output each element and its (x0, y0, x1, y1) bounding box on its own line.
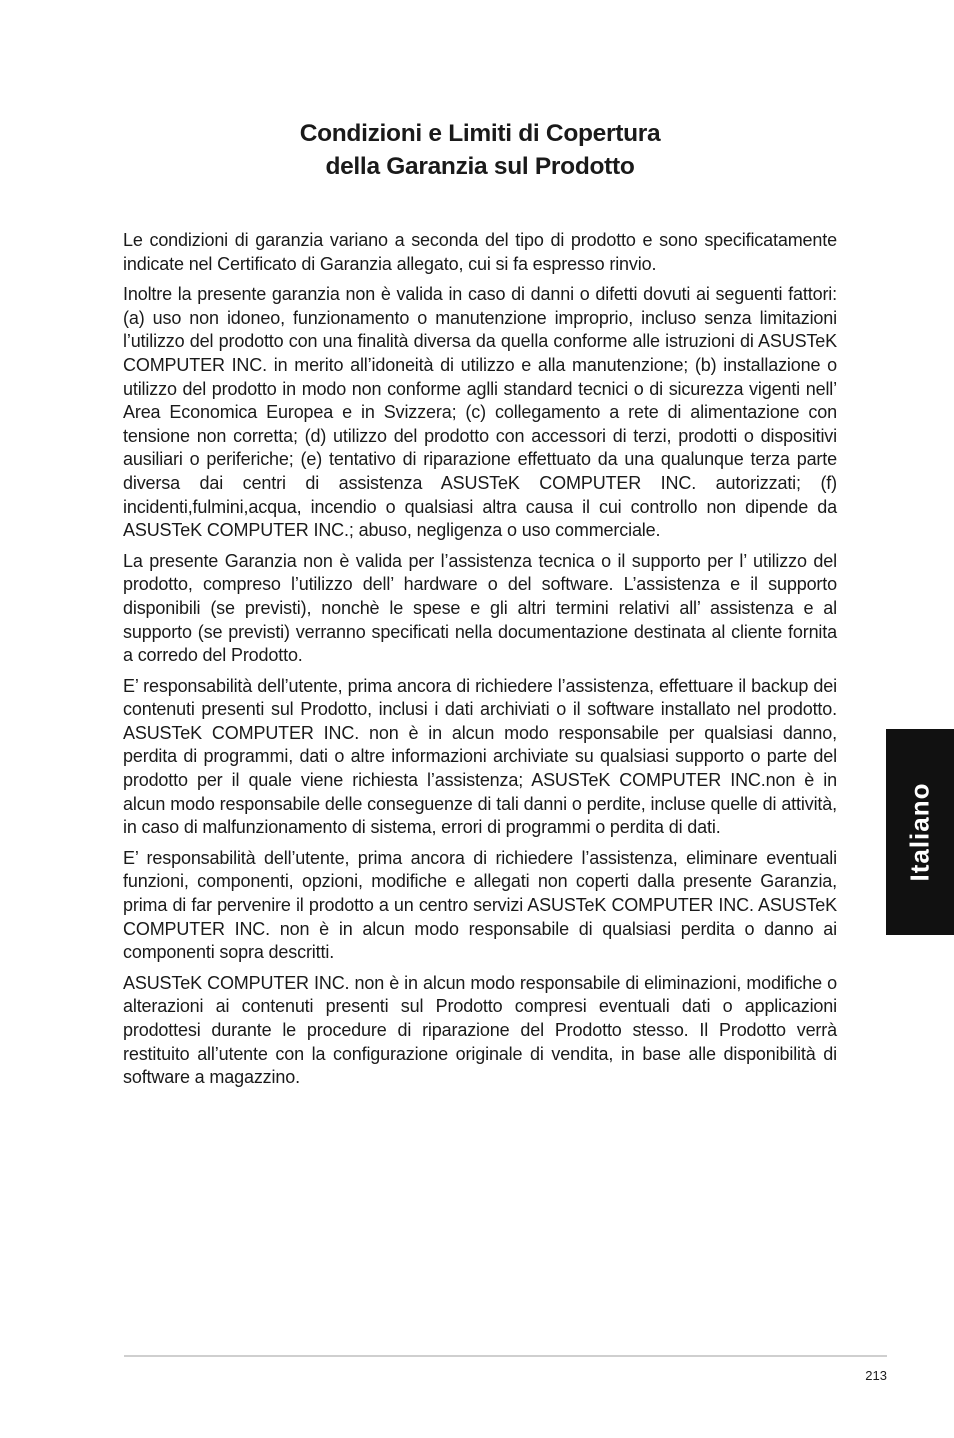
body-text (123, 229, 837, 1097)
page-number: 213 (865, 1368, 887, 1383)
language-side-tab (886, 729, 954, 935)
page-title-line-2: della Garanzia sul Prodotto (325, 153, 635, 180)
paragraph-technical-support: La presente Garanzia non è valida per l’assistenza tecnica o il supporto per l’ utilizzo del prodotto, compreso l’utilizzo dell’ hardware o del software. L’assistenza e il supporto disponibili (se previsti), nonchè le spese e gli altri termini relativi all’ assistenza e al supporto (se previsti) verranno specificati nella documentazione destinata al cliente fornita a corredo del Prodotto. (123, 550, 837, 666)
page-title-line-1: Condizioni e Limiti di Copertura (299, 120, 661, 147)
paragraph-warranty-conditions: Le condizioni di garanzia variano a seconda del tipo di prodotto e sono specificatamente indicate nel Certificato di Garanzia allegato, cui si fa espresso rinvio. (123, 230, 837, 274)
paragraph-data-backup: E’ responsabilità dell’utente, prima ancora di richiedere l’assistenza, effettuare il backup dei contenuti presenti sul Prodotto, inclusi i dati archiviati o il software installato nel prodotto. ASUSTeK COMPUTER INC. non è in alcun modo responsabile per qualsiasi danno, perdita di programmi, dati o altre informazioni archiviate su qualsiasi supporto o parte del prodotto per il quale viene richiesta l’assistenza; ASUSTeK COMPUTER INC.non è in alcun modo responsabile delle conseguenze di tali danni o perdite, incluse quelle di attività, in caso di malfunzionamento di sistema, errori di programmi o perdita di dati. (123, 675, 837, 838)
paragraph-exclusions: Inoltre la presente garanzia non è valida in caso di danni o difetti dovuti ai seguenti fattori: (a) uso non idoneo, funzionamento o manutenzione improprio, incluso senza limitazioni l’utilizzo del prodotto con una finalità diversa da quella conforme alle istruzioni di ASUSTeK COMPUTER INC. in merito all’idoneità di utilizzo e alla manutenzione; (b) installazione o utilizzo del prodotto in modo non conforme aglli standard tecnici o di sicurezza vigenti nell’ Area Economica Europea e in Svizzera; (c) collegamento a rete di alimentazione con tensione non corretta; (d) utilizzo del prodotto con accessori di terzi, prodotti o dispositivi ausiliari o periferiche; (e) tentativo di riparazione effettuato da una qualunque terza parte diversa dai centri di assistenza ASUSTeK COMPUTER INC. autorizzati; (f) incidenti,fulmini,acqua, incendio o qualsiasi altra causa il cui controllo non dipende da ASUSTeK COMPUTER INC.; abuso, negligenza o uso commerciale. (123, 284, 837, 541)
paragraph-content-changes: ASUSTeK COMPUTER INC. non è in alcun modo responsabile di eliminazioni, modifiche o alterazioni ai contenuti presenti sul Prodotto compresi eventuali dati o applicazioni prodottesi durante le procedure di riparazione del Prodotto stesso. Il Prodotto verrà restituito all’utente con la configurazione originale di vendita, in base alle disponibilità di software a magazzino. (123, 972, 837, 1088)
page-title (123, 117, 837, 183)
language-side-tab-label: Italiano (904, 782, 935, 882)
paragraph-remove-accessories: E’ responsabilità dell’utente, prima ancora di richiedere l’assistenza, eliminare eventuali funzioni, componenti, opzioni, modifiche e allegati non coperti dalla presente Garanzia, prima di far pervenire il prodotto a un centro servizi ASUSTeK COMPUTER INC. ASUSTeK COMPUTER INC. non è in alcun modo responsabile di qualsiasi perdita o danno ai componenti sopra descritti. (123, 847, 837, 963)
footer-divider (124, 1355, 887, 1357)
